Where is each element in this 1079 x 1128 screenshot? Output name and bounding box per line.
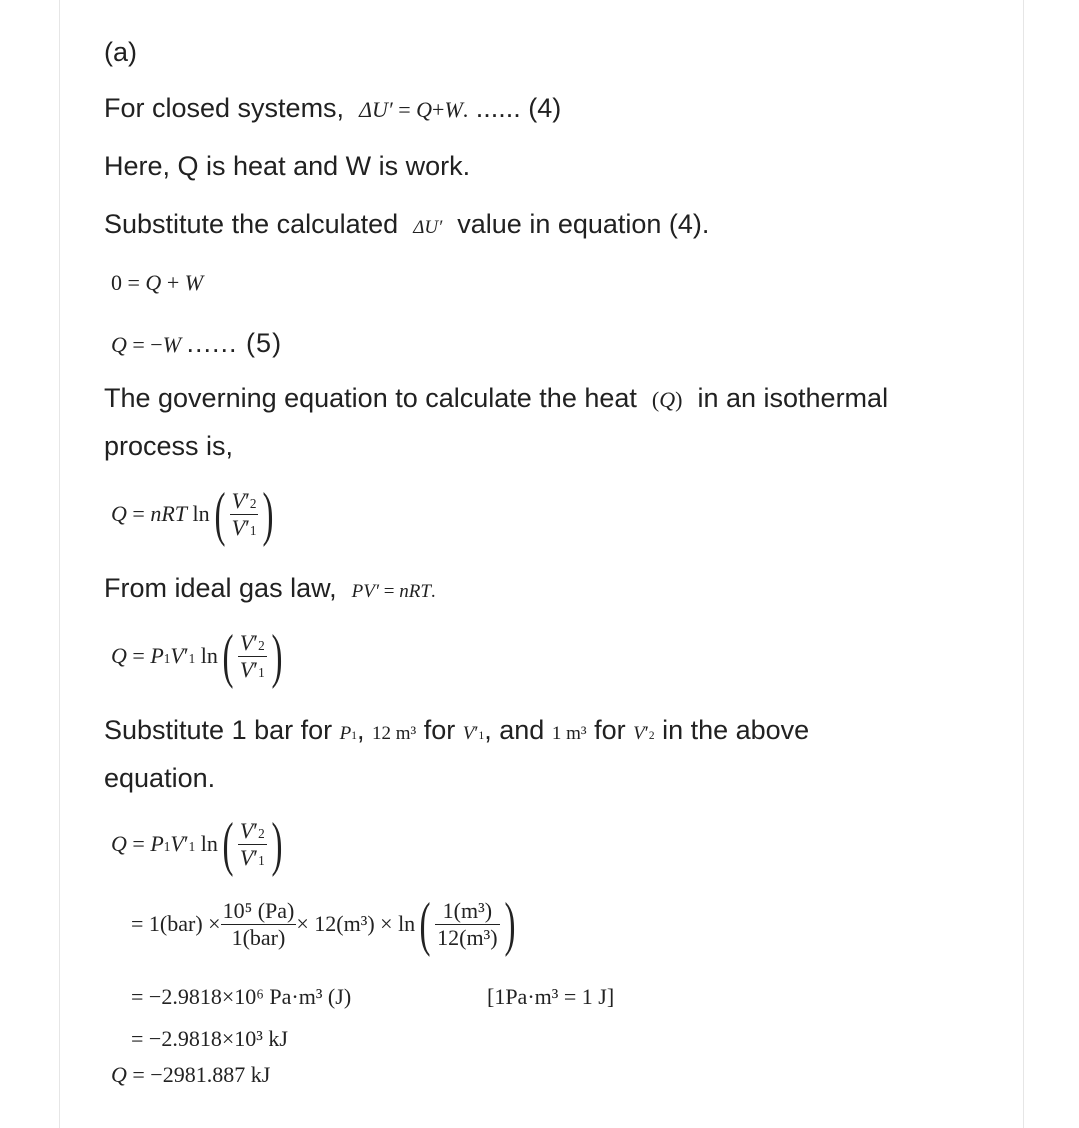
ideal-gas-line: From ideal gas law, PV′ = nRT. xyxy=(104,573,436,603)
eq4-tag: ...... (4) xyxy=(475,93,562,123)
governing-line: The governing equation to calculate the heat (Q) in an isothermal xyxy=(104,383,889,413)
substitute-values-line: Substitute 1 bar for $P_1$, 12 m³ for $V'_1$, and 1 m³ for $V'_2$ in the above xyxy=(104,715,810,745)
closed-systems-text: For closed systems, xyxy=(104,93,345,123)
calc-line-4: = −2.9818×10³ kJ xyxy=(131,1026,288,1051)
calc-line-3: = −2.9818×10⁶ Pa·m³ (J) xyxy=(131,984,352,1009)
isothermal-equation-2: $Q = P_1V'_1$ ln( $\frac{V'_2}{V'_1}$ ) xyxy=(111,623,283,689)
substitute-values-line-2: equation. xyxy=(104,763,216,793)
isothermal-equation: Q = nRT ln( $\frac{V'_2}{V'_1}$ ) xyxy=(111,481,274,547)
here-line: Here, Q is heat and W is work. xyxy=(104,151,471,181)
governing-line-2: process is, xyxy=(104,431,234,461)
equation-zero: 0 = Q + W xyxy=(111,270,204,295)
equation-5: Q = −W ...... (5) xyxy=(111,328,283,358)
calc-line-2: = 1(bar) × $\frac{\text{10⁵ (Pa)}}{\text{1(bar)}}$ × 12(m³) × ln( $\frac{\text{1(m³)}}{\text{12(m³)}}$ ) xyxy=(131,891,516,957)
calc-line-1: $Q = P_1V'_1$ ln( $\frac{V'_2}{V'_1}$ ) xyxy=(111,811,283,877)
part-label: (a) xyxy=(104,37,137,67)
final-answer: Q = −2981.887 kJ xyxy=(111,1062,271,1087)
unit-note: [1Pa·m³ = 1 J] xyxy=(487,984,615,1009)
substitute-line: Substitute the calculated ΔU′ value in equation (4). xyxy=(104,209,710,239)
closed-systems-line: For closed systems, ΔU′ = Q+W. ...... (4) xyxy=(104,93,562,123)
